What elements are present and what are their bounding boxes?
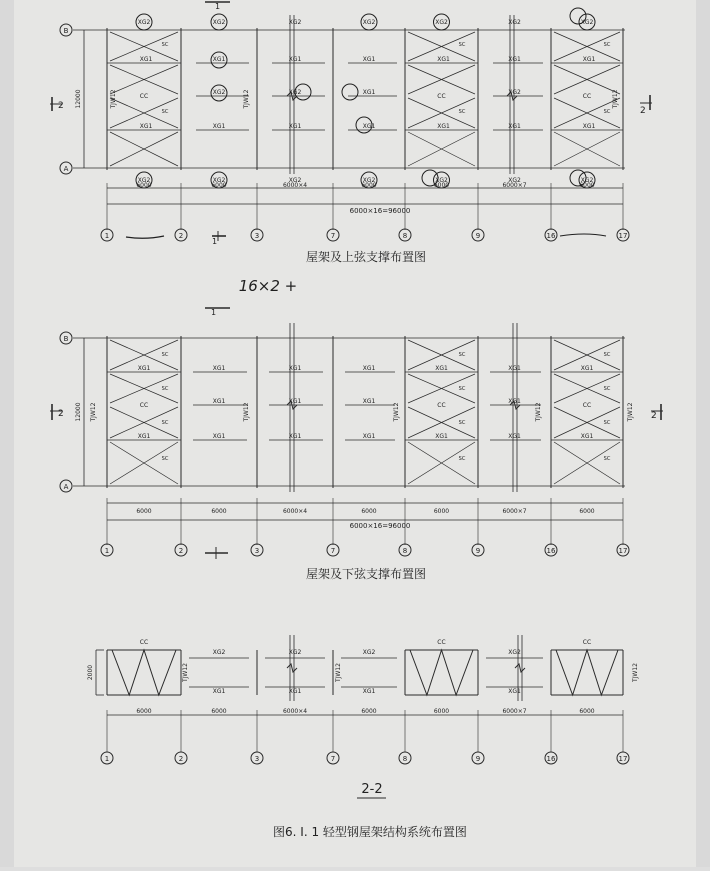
plan1-label-xg: XG1 — [362, 123, 376, 130]
plan1-label-sc: SC — [458, 109, 466, 115]
plan2-label-xg1: XG1 — [288, 433, 302, 440]
section-label-xg2: XG2 — [212, 649, 226, 656]
plan1-label-xg: XG2 — [508, 89, 521, 96]
plan1-label-xg: XG1 — [288, 56, 302, 63]
plan1-axis-bubble-7-label: 7 — [330, 232, 336, 240]
plan1-label-xg1: XG1 — [437, 123, 450, 130]
plan2-label-xg1: XG1 — [137, 433, 151, 440]
plan2-label-sc: SC — [161, 352, 169, 358]
plan2-label-sc: SC — [603, 456, 611, 462]
section-label-xg1: XG1 — [288, 688, 302, 695]
plan2-label-xg1: XG1 — [362, 433, 376, 440]
plan1-label-xg: XG1 — [212, 56, 226, 63]
plan1-label-xg: XG1 — [288, 123, 302, 130]
plan1-axis-bubble-8-label: 8 — [402, 232, 408, 240]
plan2-axis-bubble-8-label: 8 — [402, 547, 408, 555]
plan1-label-xg: XG1 — [362, 89, 376, 96]
plan1-label-xg2-top: XG2 — [362, 19, 376, 26]
plan2-label-sc: SC — [603, 352, 611, 358]
plan2-label-xg1: XG1 — [435, 365, 448, 372]
plan1-label-xg2-top: XG2 — [435, 19, 448, 26]
plan1-label-xg2-top: XG2 — [212, 19, 226, 26]
plan2-dim-6: 6000 — [579, 508, 595, 515]
plan1-label-xg: XG2 — [212, 89, 226, 96]
plan1-label-sc: SC — [603, 42, 611, 48]
section-axis-bubble-1-label: 1 — [104, 755, 110, 763]
plan1-dim-5: 6000×7 — [502, 182, 527, 189]
plan1-axis-bubble-2-label: 2 — [178, 232, 184, 240]
section-label-xg1: XG1 — [508, 688, 521, 695]
plan2-label-cc: CC — [139, 402, 149, 409]
plan2-label-xg1: XG1 — [288, 398, 302, 405]
plan1-truss-label-17: TJW12 — [612, 89, 619, 109]
section-label-cc: CC — [139, 639, 149, 646]
section-dim-6: 6000 — [579, 708, 595, 715]
plan2-label-xg1: XG1 — [212, 433, 226, 440]
plan2-label-xg1: XG1 — [212, 398, 226, 405]
plan2-label-xg1: XG1 — [137, 365, 151, 372]
plan2-axis-bubble-1-label: 1 — [104, 547, 110, 555]
section-label-xg1: XG1 — [362, 688, 376, 695]
plan2-row-bubble-a-label: A — [63, 483, 69, 491]
plan1-label-xg1: XG1 — [582, 123, 596, 130]
section-axis-bubble-3-label: 3 — [254, 755, 260, 763]
plan1-label-xg1: XG1 — [437, 56, 450, 63]
plan2-axis-bubble-7-label: 7 — [330, 547, 336, 555]
section-label-cc: CC — [582, 639, 592, 646]
plan2-label-xg1: XG1 — [580, 365, 594, 372]
section-label-xg1: XG1 — [212, 688, 226, 695]
plan2-label-sc: SC — [458, 456, 466, 462]
plan1-label-cc: CC — [139, 93, 149, 100]
plan2-label-xg1: XG1 — [435, 433, 448, 440]
plan1-label-xg2-bottom: XG2 — [212, 177, 226, 184]
plan2-truss-label-17: TJW12 — [627, 402, 634, 422]
plan1-label-xg: XG2 — [288, 89, 302, 96]
plan1-label-xg: XG1 — [362, 56, 376, 63]
plan2-label-sc: SC — [458, 386, 466, 392]
plan1-label-xg1: XG1 — [582, 56, 596, 63]
section-label-xg2: XG2 — [288, 649, 302, 656]
plan2-span-dim: 12000 — [75, 402, 82, 422]
plan1-title: 屋架及上弦支撑布置图 — [305, 250, 427, 264]
plan1-section-mark-top: 1 — [215, 2, 221, 11]
plan1-label-xg2-top: XG2 — [580, 19, 594, 26]
section-dim-4: 6000 — [433, 708, 450, 715]
plan1-label-sc: SC — [161, 42, 169, 48]
plan2-dim-5: 6000×7 — [502, 508, 527, 515]
plan1-label-xg2-bottom: XG2 — [435, 177, 448, 184]
plan1-axis-bubble-3-label: 3 — [254, 232, 260, 240]
plan2-dim-0: 6000 — [136, 508, 152, 515]
plan2-truss-label-1: TJW12 — [90, 402, 97, 422]
section-axis-bubble-9-label: 9 — [475, 755, 481, 763]
section-truss-label-17: TJW12 — [632, 662, 639, 683]
plan2-label-xg1: XG1 — [508, 365, 521, 372]
plan1-dim-1: 6000 — [211, 182, 227, 189]
plan2-label-sc: SC — [458, 420, 466, 426]
plan2-label-sc: SC — [161, 456, 169, 462]
section-axis-bubble-7-label: 7 — [330, 755, 336, 763]
plan1-section-mark-right: 2 — [640, 106, 646, 116]
plan1-dim-2: 6000×4 — [282, 182, 308, 189]
plan2-label-xg1: XG1 — [362, 365, 376, 372]
plan2-section-mark-right: 2 — [651, 411, 657, 421]
plan2-section-mark-left: 2 — [58, 409, 64, 419]
plan2-row-bubble-b-label: B — [63, 335, 69, 343]
plan2-dim-1: 6000 — [211, 508, 227, 515]
section-label-cc: CC — [437, 639, 446, 646]
plan1-total-dim: 6000×16=96000 — [349, 207, 411, 215]
plan1-truss-label-1: TJW12 — [110, 89, 117, 109]
plan2-total-dim: 6000×16=96000 — [349, 522, 411, 530]
plan1-section-mark-bottom: 1 — [212, 237, 218, 246]
section-title: 2-2 — [361, 782, 383, 797]
plan1-row-bubble-a-label: A — [63, 165, 69, 173]
plan1-axis-bubble-1-label: 1 — [104, 232, 110, 240]
plan1-axis-bubble-9-label: 9 — [475, 232, 481, 240]
plan2-truss-label-9: TJW12 — [535, 402, 542, 422]
plan2-label-sc: SC — [603, 420, 611, 426]
plan1-label-cc: CC — [582, 93, 592, 100]
section-dim-2: 6000×4 — [282, 708, 308, 715]
plan2-truss-label-3: TJW12 — [243, 402, 250, 422]
plan2-label-sc: SC — [161, 386, 169, 392]
plan1-axis-bubble-17-label: 17 — [618, 232, 628, 240]
section-height-dim: 2000 — [87, 664, 94, 681]
plan2-axis-bubble-2-label: 2 — [178, 547, 184, 555]
plan1-label-xg2-top: XG2 — [508, 19, 521, 26]
plan2-truss-label-7: TJW12 — [393, 402, 400, 422]
plan1-label-xg: XG1 — [508, 123, 521, 130]
plan2-axis-bubble-17-label: 17 — [618, 547, 628, 555]
plan2-axis-bubble-16-label: 16 — [546, 547, 556, 555]
section-axis-bubble-17-label: 17 — [618, 755, 628, 763]
plan1-label-xg1: XG1 — [139, 123, 153, 130]
plan1-label-xg: XG1 — [508, 56, 521, 63]
plan2-label-cc: CC — [582, 402, 592, 409]
section-dim-0: 6000 — [136, 708, 152, 715]
section-truss-label-2: TJW12 — [182, 662, 189, 683]
section-dim-1: 6000 — [211, 708, 227, 715]
section-dim-3: 6000 — [361, 708, 377, 715]
section-dim-5: 6000×7 — [502, 708, 527, 715]
plan2-label-cc: CC — [437, 402, 446, 409]
plan1-span-dim: 12000 — [75, 89, 82, 109]
section-axis-bubble-16-label: 16 — [546, 755, 556, 763]
plan2-label-sc: SC — [161, 420, 169, 426]
section-axis-bubble-2-label: 2 — [178, 755, 184, 763]
plan1-truss-label-3: TJW12 — [243, 89, 250, 109]
plan1-label-xg: XG1 — [212, 123, 226, 130]
plan1-section-mark-left: 2 — [58, 101, 64, 111]
plan1-axis-bubble-16-label: 16 — [546, 232, 556, 240]
plan1-label-sc: SC — [458, 42, 466, 48]
plan2-label-sc: SC — [603, 386, 611, 392]
plan1-dim-4: 6000 — [433, 182, 450, 189]
plan1-label-xg2-top: XG2 — [137, 19, 151, 26]
plan1-label-xg2-bottom: XG2 — [508, 177, 521, 184]
plan1-label-xg1: XG1 — [139, 56, 153, 63]
plan1-label-xg2-top: XG2 — [288, 19, 302, 26]
section-label-xg2: XG2 — [508, 649, 521, 656]
plan1-dim-0: 6000 — [136, 182, 152, 189]
plan1-label-xg2-bottom: XG2 — [137, 177, 151, 184]
plan1-dim-6: 6000 — [579, 182, 595, 189]
plan2-dim-3: 6000 — [361, 508, 377, 515]
section-axis-bubble-8-label: 8 — [402, 755, 408, 763]
plan2-label-xg1: XG1 — [580, 433, 594, 440]
plan1-label-cc: CC — [437, 93, 446, 100]
plan1-label-sc: SC — [603, 109, 611, 115]
handwritten-note: 16×2 + — [238, 277, 298, 295]
plan2-section-mark-top: 1 — [211, 308, 217, 317]
plan2-dim-2: 6000×4 — [282, 508, 308, 515]
plan2-axis-bubble-3-label: 3 — [254, 547, 260, 555]
plan1-label-xg2-bottom: XG2 — [288, 177, 302, 184]
drawing-caption: 图6. I. 1 轻型钢屋架结构系统布置图 — [273, 825, 467, 839]
section-label-xg2: XG2 — [362, 649, 376, 656]
plan1-label-xg2-bottom: XG2 — [362, 177, 376, 184]
plan2-label-xg1: XG1 — [362, 398, 376, 405]
plan2-dim-4: 6000 — [433, 508, 450, 515]
plan1-label-sc: SC — [161, 109, 169, 115]
plan2-label-xg1: XG1 — [508, 398, 521, 405]
plan2-axis-bubble-9-label: 9 — [475, 547, 481, 555]
plan2-label-xg1: XG1 — [288, 365, 302, 372]
plan1-dim-3: 6000 — [361, 182, 377, 189]
plan2-label-xg1: XG1 — [508, 433, 521, 440]
plan2-label-sc: SC — [458, 352, 466, 358]
plan2-label-xg1: XG1 — [212, 365, 226, 372]
plan1-label-xg2-bottom: XG2 — [580, 177, 594, 184]
section-truss-label-7: TJW12 — [335, 662, 342, 683]
plan1-row-bubble-b-label: B — [63, 27, 69, 35]
plan2-title: 屋架及下弦支撑布置图 — [305, 567, 427, 581]
